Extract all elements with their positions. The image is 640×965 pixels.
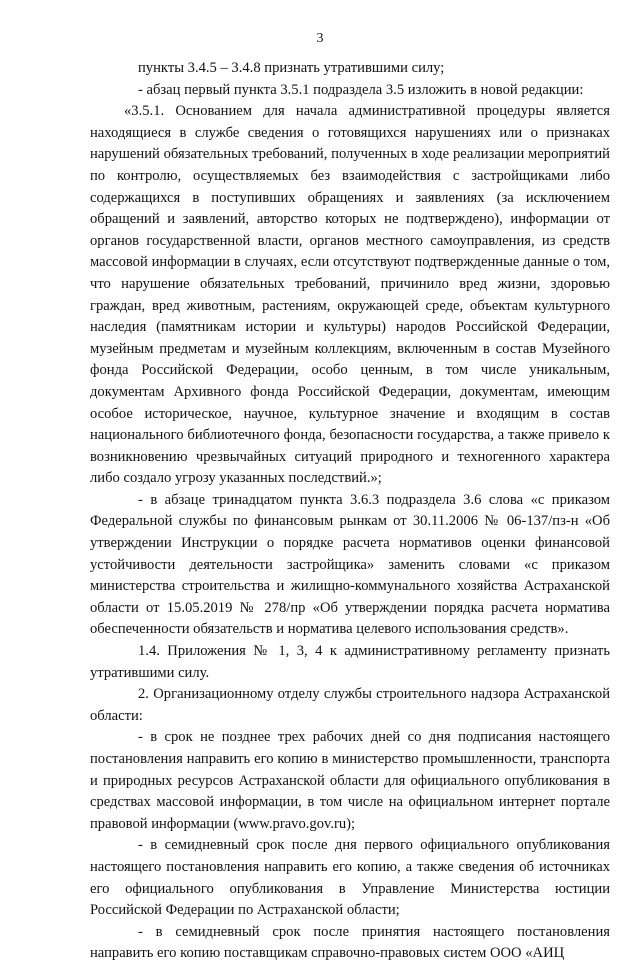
paragraph-quote-3-5-1: «3.5.1. Основанием для начала административной процедуры является находящиеся в службе сведения о готовящихся нарушениях или о признаках нарушений обязательных требований, полученных в ходе реализации мероприятий по контролю, осуществляемых без взаимодействия с застройщиками либо содержащихся в поступивших обращениях и заявлениях (за исключением обращений и заявлений, авторство которых не подтверждено), информации от органов государственной власти, органов местного самоуправления, из средств массовой информации в случаях, если отсутствуют подтвержденные данные о том, что нарушение обязательных требований, причинило вред жизни, здоровью граждан, вред животным, растениям, окружающей среде, объектам культурного наследия (памятникам истории и культуры) народов Российской Федерации, музейным предметам и музейным коллекциям, включенным в состав Музейного фонда Российской Федерации, особо ценным, в том числе уникальным, документам Архивного фонда Российской Федерации, документам, имеющим особое историческое, научное, культурное значение и входящим в состав национального библиотечного фонда, безопасности государства, а также привело к возникновению чрезвычайных ситуаций природного и техногенного характера либо создало угрозу указанных последствий.»;: [90, 103, 610, 487]
page-number: 3: [316, 31, 324, 46]
paragraph-item-3-4-5: пункты 3.4.5 – 3.4.8 признать утратившими силу;: [138, 60, 445, 76]
paragraph-2-org-department: 2. Организационному отделу службы строительного надзора Астраханской области:: [90, 686, 610, 724]
document-body: [90, 58, 610, 965]
paragraph-amend-3-5-1: - абзац первый пункта 3.5.1 подраздела 3.5 изложить в новой редакции:: [138, 81, 584, 98]
paragraph-legal-systems: - в семидневный срок после принятия настоящего постановления направить его копию поставщикам справочно-правовых систем ООО «АИЦ: [90, 923, 610, 962]
paragraph-amend-3-6-3: - в абзаце тринадцатом пункта 3.6.3 подраздела 3.6 слова «с приказом Федеральной службы по финансовым рынкам от 30.11.2006 № 06-137/пз-н «Об утверждении Инструкции о порядке расчета нормативов оценки финансовой устойчивости деятельности застройщика» заменить словами «с приказом министерства строительства и жилищно-коммунального хозяйства Астраханской области от 15.05.2019 № 278/пр «Об утверждении порядка расчета норматива обеспеченности обязательств и норматива целевого использования средств».: [90, 491, 610, 638]
paragraph-justice-ministry: - в семидневный срок после дня первого официального опубликования настоящего постановления направить его копию, а также сведения об источниках его официального опубликования в Управление Министерства юстиции Российской Федерации по Астраханской области;: [90, 837, 610, 919]
paragraph-publication-deadline: - в срок не позднее трех рабочих дней со дня подписания настоящего постановления направить его копию в министерство промышленности, транспорта и природных ресурсов Астраханской области для официального опубликования в средствах массовой информации, в том числе на официальном интернет портале правовой информации (www.pravo.gov.ru);: [90, 729, 610, 832]
paragraph-1-4-appendices: 1.4. Приложения № 1, 3, 4 к административному регламенту признать утратившими силу.: [90, 643, 610, 681]
